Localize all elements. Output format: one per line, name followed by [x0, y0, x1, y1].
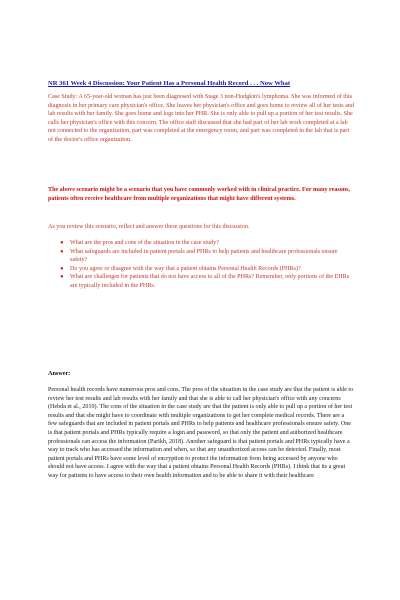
instruction-text: As you review this scenario, reflect and answer these questions for this discussion. — [48, 224, 250, 230]
bullet-icon: ● — [60, 240, 64, 246]
question-text: What safeguards are included in patient portals and PHRs to help patients and healthcare professionals ensure safety? — [70, 248, 338, 264]
answer-heading: Answer: — [48, 370, 71, 377]
list-item — [60, 248, 354, 265]
bullet-icon: ● — [60, 274, 64, 281]
case-study-paragraph: Case Study: A 65-year-old woman has just been diagnosed with Stage 3 non-Hodgkin's lymphoma. She was informed of this diagnosis in her primary care physician's office. She leaves her physician's office and goes home to review all of her tests and lab results with her family. She goes home and logs into her PHR. She is only able to pull up a portion of her test results. She calls her physician's office with this concern. The office staff discussed that she had part of her lab work completed at a lab not connected to the organization, part was completed at the emergency room, and part was completed in the lab that is part of the doctor's office organization. — [48, 94, 354, 143]
question-list — [60, 239, 354, 291]
bullet-icon: ● — [60, 248, 64, 255]
list-item — [60, 239, 354, 248]
list-item — [60, 265, 354, 274]
question-text: What are the pros and cons of the situation in the case study? — [70, 240, 219, 246]
question-text: What are challenges for patients that do not have access to all of the PHRs? Remember, only portions of the EHRs are typically included in the PHRs. — [70, 274, 350, 289]
question-text: Do you agree or disagree with the way that a patient obtains Personal Health Records (PHRs)? — [70, 265, 301, 272]
bullet-icon: ● — [60, 265, 64, 272]
scenario-note: The above scenario might be a scenario that you have commonly worked with in clinical practice. For many reasons, patients often receive healthcare from multiple organizations that might have different systems. — [48, 187, 351, 202]
answer-paragraph: Personal health records have numerous pros and cons. The pros of the situation in the case study are that the patient is able to review her test results and lab results with her family and that she is able to call her physician's office with any concerns (Hebda et al., 2019). The cons of the situation in the case study are that the patient is only able to pull up a portion of her test results and that she might have to coordinate with multiple organizations to get her complete medical records. There are a few safeguards that are included in patient portals and PHRs to help patients and healthcare professionals ensure safety. One is that patient portals and PHRs typically require a login and password, so that only the patient and authorized healthcare professionals can access the information (Parikh, 2018). Another safeguard is that patient portals and PHRs typically have a way to track who has accessed the information and when, so that any unauthorized access can be detected. Finally, most patient portals and PHRs have some level of encryption to protect the information from being accessed by anyone who should not have access. I agree with the way that a patient obtains Personal Health Records (PHRs). I think that its a great way for patients to have access to their own health information and to be able to share it with their healthcare — [48, 387, 354, 479]
document-title-link[interactable]: NR 361 Week 4 Discussion: Your Patient Has a Personal Health Record . . . Now What — [48, 80, 291, 87]
list-item — [60, 273, 354, 290]
